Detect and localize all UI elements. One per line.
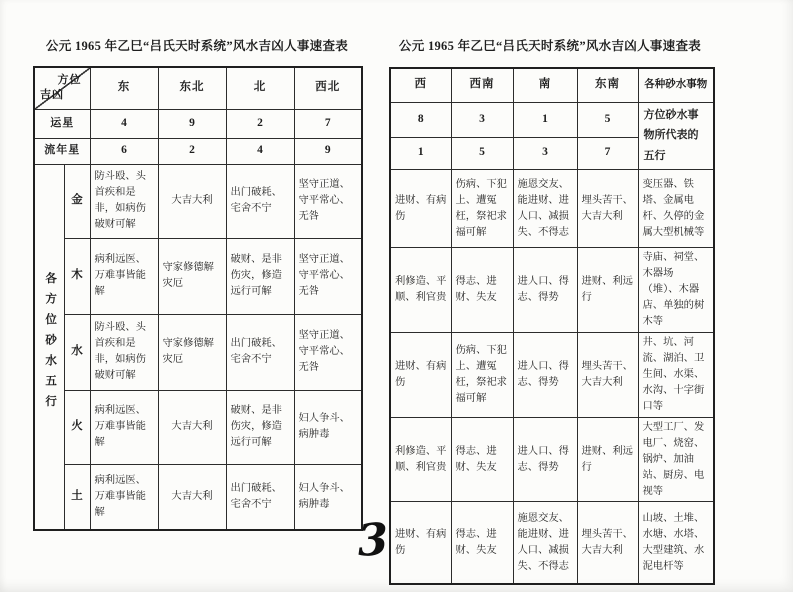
table-cell: 大吉大利 (158, 164, 226, 238)
period-star-value: 2 (226, 109, 294, 138)
table-row (34, 314, 362, 390)
element-label-earth: 土 (64, 464, 90, 530)
column-header-northwest: 西北 (294, 67, 362, 109)
row-label-period-star: 运星 (34, 109, 90, 138)
element-label-metal: 金 (64, 164, 90, 238)
table-row (390, 248, 714, 333)
table-cell: 得志、进财、失友 (451, 248, 513, 333)
table-cell: 出门破耗、宅舍不宁 (226, 164, 294, 238)
table-cell: 进财、有病伤 (390, 170, 451, 248)
table-cell: 坚守正道、守平常心、无咎 (294, 238, 362, 314)
side-label: 各方位砂水五行 (44, 271, 57, 416)
table-row (34, 390, 362, 464)
table-cell: 妇人争斗、病肿毒 (294, 464, 362, 530)
corner-header-cell (34, 67, 90, 109)
column-header-southeast: 东南 (577, 68, 638, 102)
corner-bottom-label: 吉凶 (40, 89, 64, 102)
table-cell: 防斗殴、头首疾和是非，如病伤破财可解 (90, 164, 158, 238)
page-number: 3 (356, 514, 390, 567)
period-star-value: 1 (513, 102, 577, 137)
period-star-value: 7 (294, 109, 362, 138)
table-cell: 施恩交友、能进财、进人口、减损失、不得志 (513, 502, 577, 584)
table-cell: 施恩交友、能进财、进人口、减损失、不得志 (513, 170, 577, 248)
table-cell: 大吉大利 (158, 390, 226, 464)
table-row (34, 164, 362, 238)
column-header-south: 南 (513, 68, 577, 102)
side-label-cell (34, 164, 64, 530)
column-header-southwest: 西南 (451, 68, 513, 102)
table-cell: 山坡、土堆、水塘、水塔、大型建筑、水泥电杆等 (638, 502, 714, 584)
table-cell: 大吉大利 (158, 464, 226, 530)
table-cell: 进人口、得志、得势 (513, 332, 577, 417)
table-cell: 得志、进财、失友 (451, 502, 513, 584)
annual-star-value: 7 (577, 137, 638, 170)
column-header-east: 东 (90, 67, 158, 109)
table-cell: 坚守正道、守平常心、无咎 (294, 164, 362, 238)
period-star-value: 4 (90, 109, 158, 138)
column-header-northeast: 东北 (158, 67, 226, 109)
column-header-west: 西 (390, 68, 451, 102)
table-row (34, 464, 362, 530)
table-cell: 进人口、得志、得势 (513, 248, 577, 333)
period-star-value: 8 (390, 102, 451, 137)
annual-star-value: 6 (90, 138, 158, 164)
table-cell: 坚守正道、守平常心、无咎 (294, 314, 362, 390)
table-row (390, 170, 714, 248)
table-cell: 埋头苦干、大吉大利 (577, 170, 638, 248)
table-cell: 妇人争斗、病肿毒 (294, 390, 362, 464)
table-cell: 进财、有病伤 (390, 332, 451, 417)
table-row (390, 502, 714, 584)
annual-star-value: 3 (513, 137, 577, 170)
left-table-title: 公元 1965 年乙巳“吕氏天时系统”风水吉凶人事速查表 (45, 39, 349, 53)
row-label-annual-star: 流年星 (34, 138, 90, 164)
table-row (390, 332, 714, 417)
table-cell: 井、坑、河流、湖泊、卫生间、水渠、水沟、十字街口等 (638, 332, 714, 417)
column-header-north: 北 (226, 67, 294, 109)
table-cell: 出门破耗、宅舍不宁 (226, 464, 294, 530)
table-row (34, 238, 362, 314)
table-cell: 病利远医、万难事皆能解 (90, 238, 158, 314)
right-table (389, 67, 715, 585)
table-cell: 病利远医、万难事皆能解 (90, 464, 158, 530)
period-star-value: 3 (451, 102, 513, 137)
table-cell: 进财、利远行 (577, 417, 638, 502)
table-cell: 出门破耗、宅舍不宁 (226, 314, 294, 390)
element-label-fire: 火 (64, 390, 90, 464)
table-cell: 破财、是非伤灾，修造远行可解 (226, 238, 294, 314)
annual-star-value: 9 (294, 138, 362, 164)
five-elements-note: 方位砂水事物所代表的五行 (638, 102, 714, 170)
table-cell: 病利远医、万难事皆能解 (90, 390, 158, 464)
period-star-value: 5 (577, 102, 638, 137)
table-cell: 利修造、平顺、利官贵 (390, 417, 451, 502)
column-header-sand-water-objects: 各种砂水事物 (638, 68, 714, 102)
element-label-water: 水 (64, 314, 90, 390)
element-label-wood: 木 (64, 238, 90, 314)
table-cell: 守家修德解灾厄 (158, 238, 226, 314)
table-cell: 进财、有病伤 (390, 502, 451, 584)
table-cell: 埋头苦干、大吉大利 (577, 502, 638, 584)
table-cell: 埋头苦干、大吉大利 (577, 332, 638, 417)
table-cell: 大型工厂、发电厂、烧窑、锅炉、加油站、厨房、电视等 (638, 417, 714, 502)
table-cell: 寺庙、祠堂、木器场（堆）、木器店、单独的树木等 (638, 248, 714, 333)
table-cell: 利修造、平顺、利官贵 (390, 248, 451, 333)
table-cell: 伤病、下犯上、遭冤枉，祭祀求福可解 (451, 170, 513, 248)
table-cell: 伤病、下犯上、遭冤枉，祭祀求福可解 (451, 332, 513, 417)
annual-star-value: 1 (390, 137, 451, 170)
table-cell: 进人口、得志、得势 (513, 417, 577, 502)
table-cell: 变压器、铁塔、金属电杆、久停的金属大型机械等 (638, 170, 714, 248)
table-cell: 防斗殴、头首疾和是非，如病伤破财可解 (90, 314, 158, 390)
table-row (390, 417, 714, 502)
annual-star-value: 4 (226, 138, 294, 164)
corner-top-label: 方位 (57, 74, 82, 86)
table-cell: 进财、利远行 (577, 248, 638, 333)
right-table-title: 公元 1965 年乙巳“吕氏天时系统”风水吉凶人事速查表 (398, 39, 702, 53)
annual-star-value: 5 (451, 137, 513, 170)
annual-star-value: 2 (158, 138, 226, 164)
period-star-value: 9 (158, 109, 226, 138)
table-cell: 守家修德解灾厄 (158, 314, 226, 390)
table-cell: 破财、是非伤灾，修造远行可解 (226, 390, 294, 464)
left-table (33, 66, 363, 531)
table-cell: 得志、进财、失友 (451, 417, 513, 502)
